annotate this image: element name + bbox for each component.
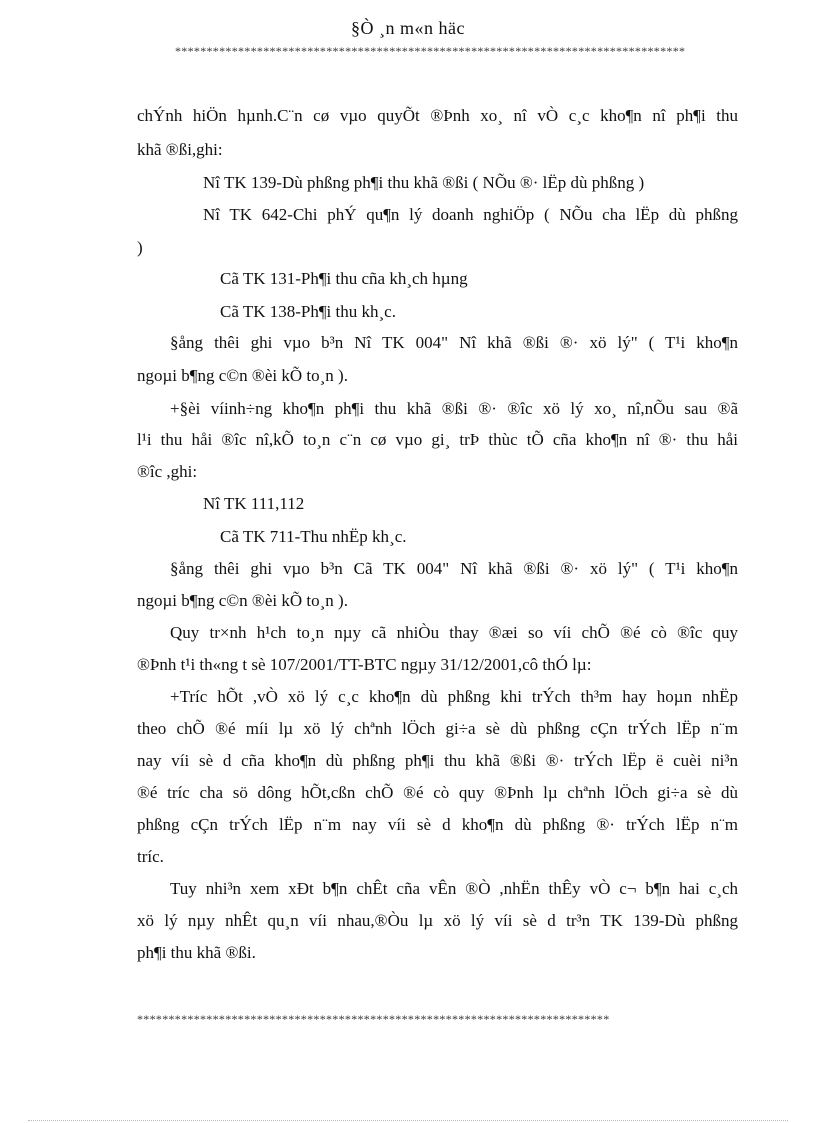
header-separator: *********************************************************************************	[175, 44, 686, 58]
text-line: Quy tr×nh h¹ch to¸n nµy cã nhiÒu thay ®æi so víi chÕ ®é cò ®îc quy	[170, 623, 738, 642]
text-line: )	[137, 238, 143, 257]
text-line: ph¶i thu khã ®ßi.	[137, 943, 256, 962]
text-line: chÝnh hiÖn hµnh.C¨n cø vµo quyÕt ®Þnh xo¸ nî vÒ c¸c kho¶n nî ph¶i thu	[137, 106, 738, 125]
footer-separator: ***************************************************************************	[137, 1012, 610, 1026]
text-line: ®Þnh t¹i th«ng t sè 107/2001/TT-BTC ngµy 31/12/2001,cô thÓ lµ:	[137, 655, 592, 674]
text-line: Cã TK 131-Ph¶i thu cña kh¸ch hµng	[220, 269, 468, 288]
text-line: Cã TK 138-Ph¶i thu kh¸c.	[220, 302, 396, 321]
text-line: ngoµi b¶ng c©n ®èi kÕ to¸n ).	[137, 591, 348, 610]
text-line: ngoµi b¶ng c©n ®èi kÕ to¸n ).	[137, 366, 348, 385]
text-line: §ång thêi ghi vµo b³n Cã TK 004" Nî khã ®ßi ®· xö lý" ( T¹i kho¶n	[170, 559, 738, 578]
text-line: +Tríc hÕt ,vÒ xö lý c¸c kho¶n dù phßng khi trÝch th³m hay hoµn nhËp	[170, 687, 738, 706]
page-edge-rule	[28, 1120, 788, 1121]
text-line: ®îc ,ghi:	[137, 462, 198, 481]
text-line: §ång thêi ghi vµo b³n Nî TK 004" Nî khã ®ßi ®· xö lý" ( T¹i kho¶n	[170, 333, 738, 352]
text-line: +§èi víinh÷ng kho¶n ph¶i thu khã ®ßi ®· ®îc xö lý xo¸ nî,nÕu sau ®ã	[170, 399, 738, 418]
text-line: l¹i thu håi ®îc nî,kÕ to¸n c¨n cø vµo gi¸ trÞ thùc tÕ cña kho¶n nî ®· thu håi	[137, 430, 738, 449]
text-line: Nî TK 139-Dù phßng ph¶i thu khã ®ßi ( NÕu ®· lËp dù phßng )	[203, 173, 645, 192]
text-line: Cã TK 711-Thu nhËp kh¸c.	[220, 527, 407, 546]
text-line: nay víi sè d cña kho¶n dù phßng ph¶i thu khã ®ßi ®· trÝch lËp ë cuèi ni³n	[137, 751, 738, 770]
text-line: tríc.	[137, 847, 164, 866]
text-line: theo chÕ ®é míi lµ xö lý chªnh lÖch gi÷a sè dù phßng cÇn trÝch lËp n¨m	[137, 719, 738, 738]
header-title: §Ò ¸n m«n häc	[351, 18, 465, 38]
text-line: phßng cÇn trÝch lËp n¨m nay víi sè d kho¶n dù phßng ®· trÝch lËp n¨m	[137, 815, 738, 834]
text-line: Nî TK 642-Chi phÝ qu¶n lý doanh nghiÖp ( NÕu cha lËp dù phßng	[203, 205, 738, 224]
text-line: xö lý nµy nhÊt qu¸n víi nhau,®Òu lµ xö lý víi sè d tr³n TK 139-Dù phßng	[137, 911, 738, 930]
text-line: Nî TK 111,112	[203, 494, 305, 513]
text-line: Tuy nhi³n xem xÐt b¶n chÊt cña vÊn ®Ò ,nhËn thÊy vÒ c¬ b¶n hai c¸ch	[170, 879, 738, 898]
text-line: khã ®ßi,ghi:	[137, 140, 223, 159]
text-line: ®é tríc cha sö dông hÕt,cßn chÕ ®é cò quy ®Þnh lµ chªnh lÖch gi÷a sè dù	[137, 783, 738, 802]
